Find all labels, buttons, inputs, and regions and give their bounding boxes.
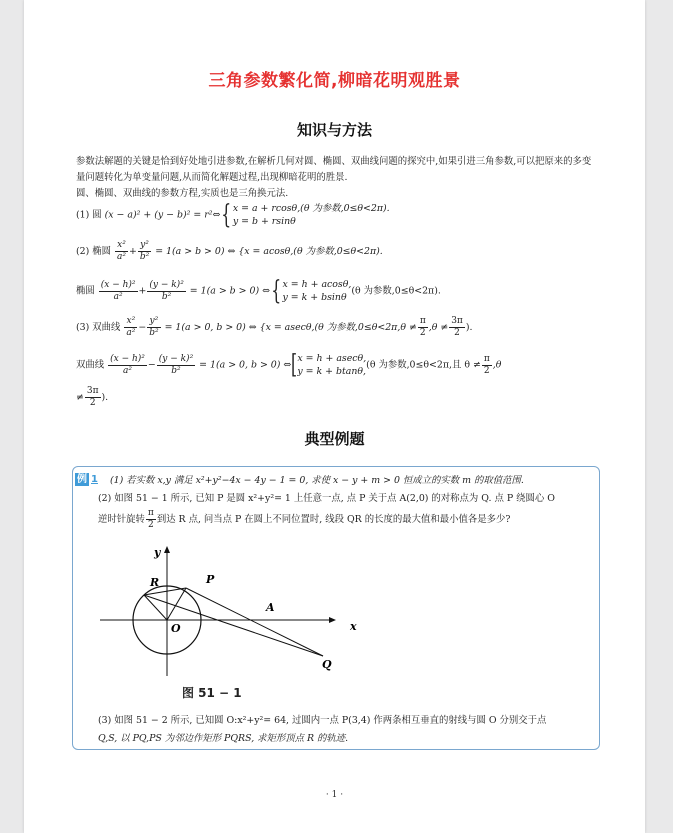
example-question-2-line-1: (2) 如图 51 − 1 所示, 已知 P 是圆 x²+y²= 1 上任意一点, 点 P 关于点 A(2,0) 的对称点为 Q. 点 P 绕圆心 O: [98, 493, 555, 504]
label-R: R: [150, 576, 160, 589]
label-Q: Q: [322, 658, 332, 671]
segment-PQ: [186, 588, 323, 656]
section-heading-knowledge: 知识与方法: [296, 121, 372, 139]
label-O: O: [171, 622, 181, 635]
example-question-3-line-1: (3) 如图 51 − 2 所示, 已知圆 O:x²+y²= 64, 过圆内一点 P(3,4) 作两条相互垂直的射线与圆 O 分别交于点: [98, 715, 547, 726]
section-heading-examples: 典型例题: [304, 430, 365, 448]
label-A: A: [266, 601, 275, 614]
formula-hyperbola-shifted: 双曲线 $\frac{\text{(x − h)²}}{\text{a²}}$ − $\frac{\text{(y − k)²}}{\text{b²}}$ = 1(a > 0, b > 0) ⇔[ x = h + asecθ, y = k + btanθ, (θ 为参数,0≤θ<2π,且 θ ≠ $\frac{\pi}{2}$ ,θ: [76, 350, 502, 380]
figure-caption: 图 51 − 1: [182, 686, 242, 700]
example-question-3-line-2: Q,S, 以 PQ,PS 为邻边作矩形 PQRS, 求矩形顶点 R 的轨迹.: [98, 733, 349, 744]
segment-RP: [144, 588, 186, 595]
label-y: y: [154, 546, 161, 559]
formula-circle: (1) 圆 (x − a)² + (y − b)² = r²⇔{ x = a + rcosθ,(θ 为参数,0≤θ<2π). y = b + rsinθ: [76, 200, 390, 230]
formula-ellipse: (2) 椭圆 $\frac{\text{x²}}{\text{a²}}$ + $\frac{\text{y²}}{\text{b²}}$ = 1(a > b > 0) ⇔ {x = acosθ,(θ 为参数,0≤θ<2π).: [76, 240, 383, 262]
example-question-1: (1) 若实数 x,y 满足 x²+y²−4x − 4y − 1 = 0, 求使 x − y + m > 0 恒成立的实数 m 的取值范围.: [110, 475, 524, 486]
label-P: P: [206, 573, 215, 586]
brace-glyph: {: [221, 200, 232, 230]
document-page: [24, 0, 645, 833]
formula-hyperbola-shifted-cont: ≠ $\frac{3\pi}{2}$ ).: [76, 386, 109, 408]
x-axis-arrow: [329, 617, 336, 623]
formula-hyperbola: (3) 双曲线 $\frac{\text{x²}}{\text{a²}}$ − $\frac{\text{y²}}{\text{b²}}$ = 1(a > 0, b > 0) ⇔ {x = asecθ,(θ 为参数,0≤θ<2π,θ ≠ $\frac{\pi}{2}$ ,θ ≠ $\frac{3\pi}{2}$ ).: [76, 316, 473, 338]
intro-paragraph-2: 圆、椭圆、双曲线的参数方程,实质也是三角换元法.: [76, 188, 289, 199]
example-tag: 例 1: [77, 474, 98, 485]
page-title: 三角参数繁化简,柳暗花明观胜景: [208, 71, 461, 91]
intro-paragraph: 参数法解题的关键是恰到好处地引进参数,在解析几何对圆、椭圆、双曲线问题的探究中,如果引进三角参数,可以把原来的多变量问题转化为单变量问题,从而简化解题过程,出现柳暗花明的胜景.: [76, 156, 592, 183]
label-x: x: [350, 620, 357, 633]
figure-51-1: [98, 540, 368, 680]
page-number: · 1 ·: [325, 790, 344, 800]
formula-ellipse-shifted: 椭圆 $\frac{\text{(x − h)²}}{\text{a²}}$ + $\frac{\text{(y − k)²}}{\text{b²}}$ = 1(a > b > 0) ⇔{ x = h + acosθ, y = k + bsinθ (θ 为参数,0≤θ<2π).: [76, 276, 441, 306]
example-question-2-line-2: 逆时针旋转 $\frac{\pi}{2}$ 到达 R 点, 问当点 P 在圆上不同位置时, 线段 QR 的长度的最大值和最小值各是多少?: [98, 508, 511, 530]
y-axis-arrow: [164, 546, 170, 553]
